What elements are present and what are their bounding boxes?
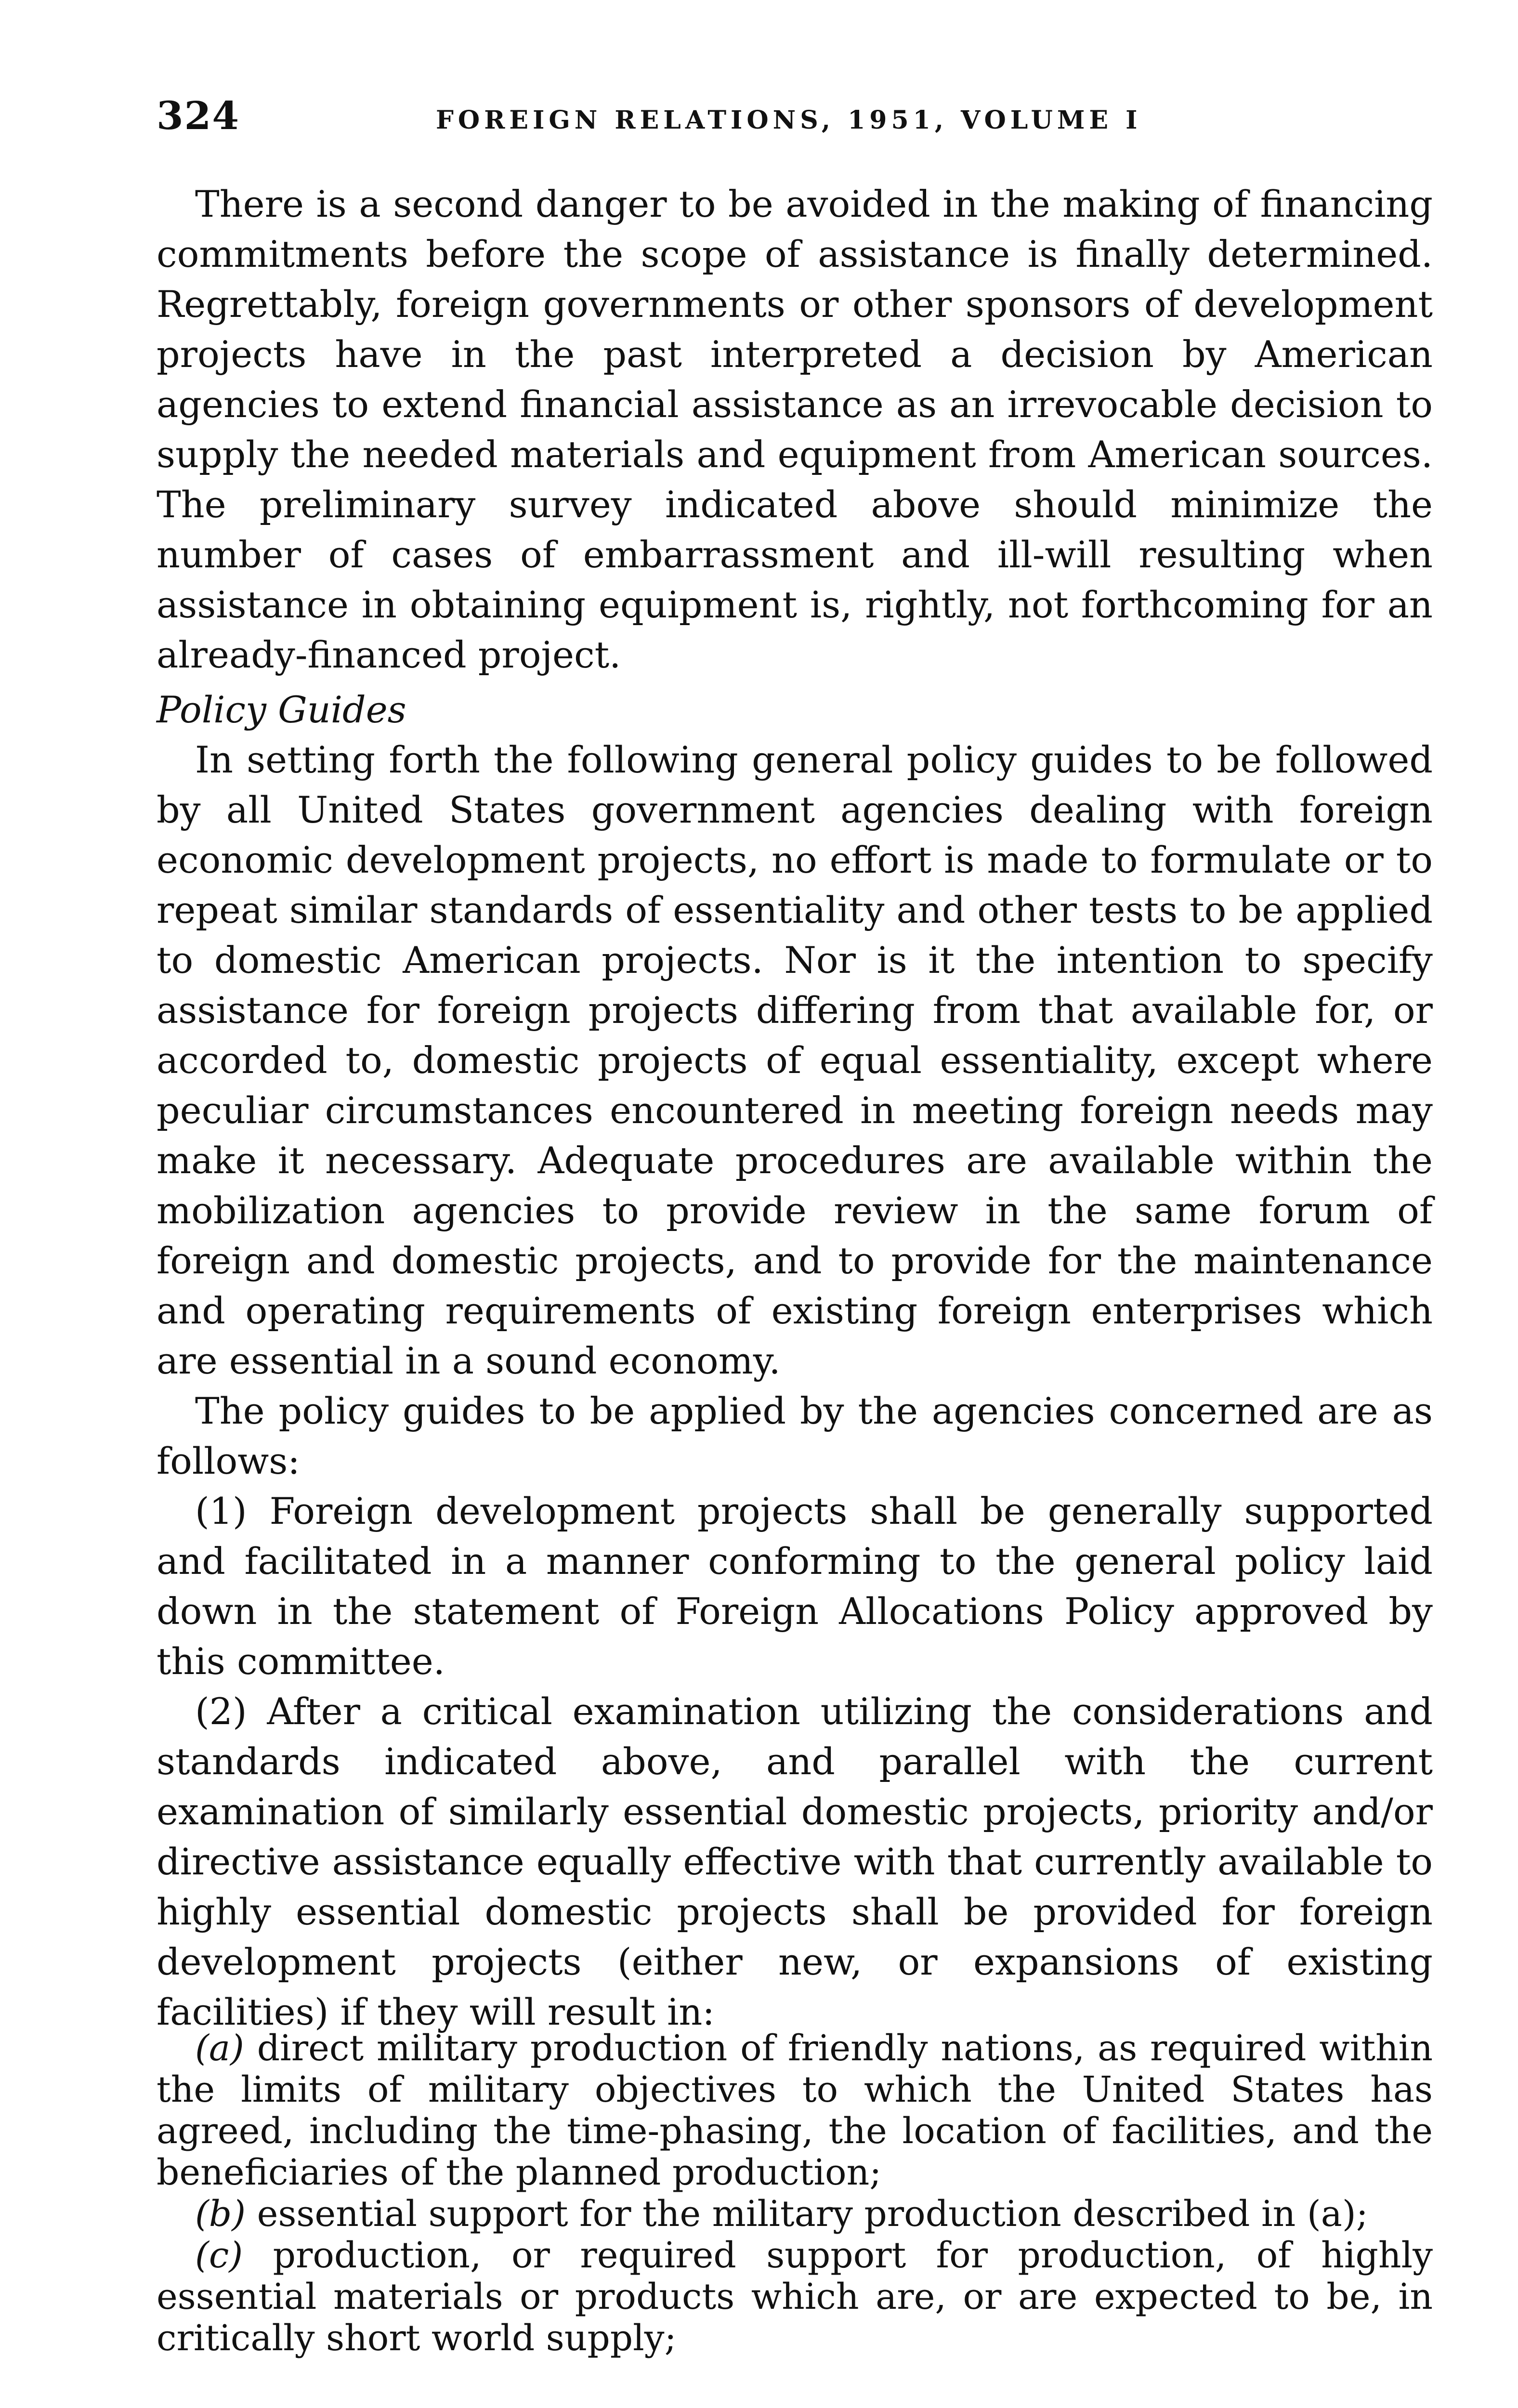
subitem-label: (a) [195,2028,244,2069]
subitem-list [157,2028,1433,2359]
paragraph-policy-item-2: (2) After a critical examination utilizing the considerations and standards indicated above, and parallel with the current examination of similarly essential domestic projects, priority and/or directive assistance equally effective with that currently available to highly essential domestic projects shall be provided for foreign development projects (either new, or expansions of existing facilities) if they will result in: [157,1690,1433,2033]
subitem-text: direct military production of friendly nations, as required within the limits of military objectives to which the United States has agreed, including the time-phasing, the location of facilities, and the beneficiaries of the planned production; [157,2028,1433,2193]
subitem-text: production, or required support for production, of highly essential materials or products which are, or are expected to be, in critically short world supply; [157,2235,1433,2359]
paragraph-policy-intro: In setting forth the following general policy guides to be followed by all United States government agencies dealing with foreign economic development projects, no effort is made to formulate or to repeat similar standards of essentiality and other tests to be applied to domestic American projects. Nor is it the intention to specify assistance for foreign projects differing from that available for, or accorded to, domestic projects of equal essentiality, except where peculiar circumstances encountered in meeting foreign needs may make it necessary. Adequate procedures are available within the mobilization agencies to provide review in the same forum of foreign and domestic projects, and to provide for the maintenance and operating requirements of existing foreign enterprises which are essential in a sound economy. [157,738,1433,1382]
paragraph-financing-danger: There is a second danger to be avoided in the making of financing commitments before the scope of assistance is finally determined. Regrettably, foreign governments or other sponsors of development projects have in the past interpreted a decision by American agencies to extend financial assistance as an irrevocable decision to supply the needed materials and equipment from American sources. The preliminary survey indicated above should minimize the number of cases of embarrassment and ill-will resulting when assistance in obtaining equipment is, rightly, not forthcoming for an already-financed project. [157,183,1433,676]
running-head: FOREIGN RELATIONS, 1951, VOLUME I [436,105,1142,135]
paragraph-policy-item-1: (1) Foreign development projects shall be generally supported and facilitated in a manner conforming to the general policy laid down in the statement of Foreign Allocations Policy approved by this committee. [157,1490,1433,1683]
subitem-b [157,2193,1433,2235]
subitem-text: essential support for the military production described in (a); [257,2193,1368,2235]
subitem-label: (c) [195,2235,243,2276]
subitem-c [157,2235,1433,2359]
subitem-a [157,2028,1433,2193]
section-heading-policy-guides: Policy Guides [157,688,406,731]
paragraph-policy-guides-lead: The policy guides to be applied by the agencies concerned are as follows: [157,1389,1433,1482]
body-text [157,179,1433,2037]
page-header [157,93,1433,154]
subitem-label: (b) [195,2193,246,2235]
page-number: 324 [157,93,240,138]
